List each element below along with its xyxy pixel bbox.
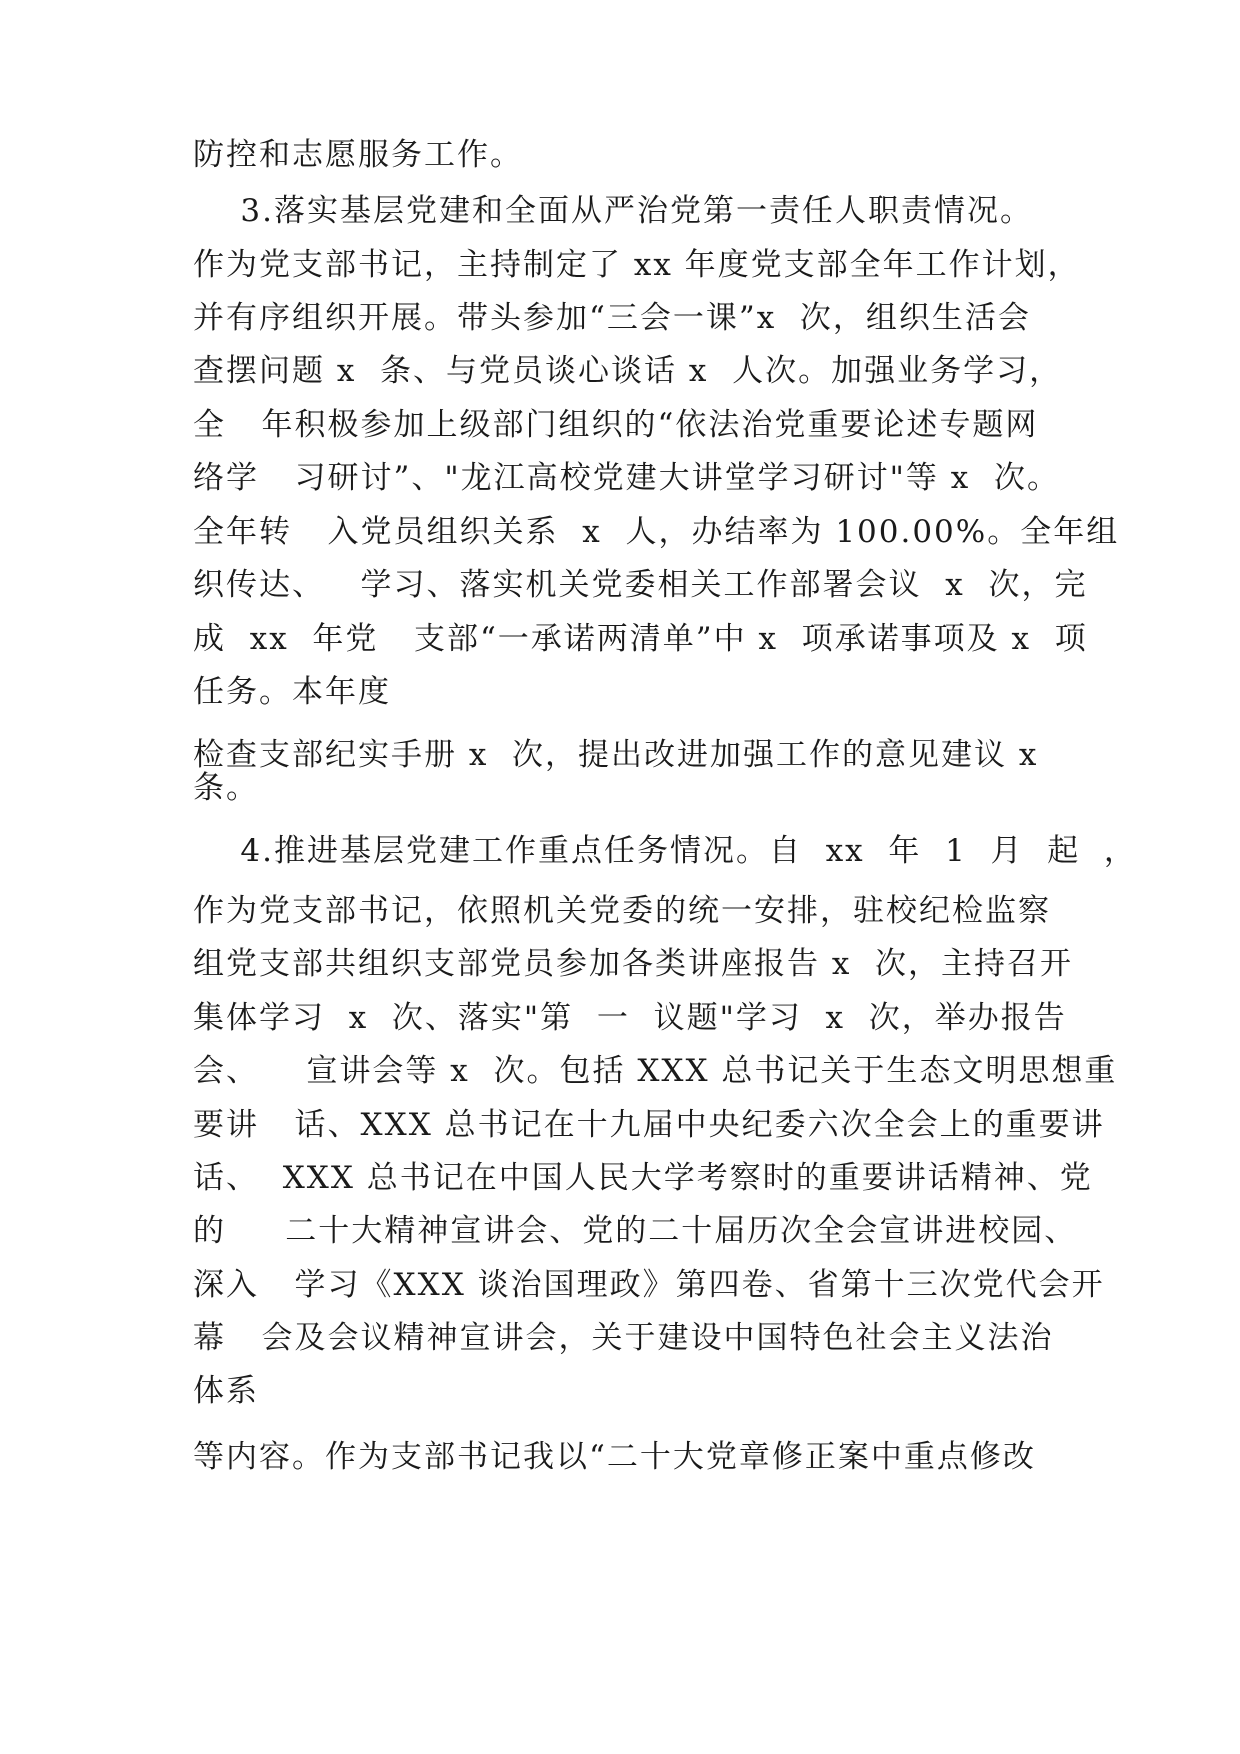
text-line: 条。 xyxy=(193,770,259,806)
text-line: 话、 XXX 总书记在中国人民大学考察时的重要讲话精神、党 xyxy=(193,1160,1093,1196)
text-line: 幕 会及会议精神宣讲会，关于建设中国特色社会主义法治 xyxy=(193,1320,1054,1356)
text-line: 作为党支部书记，依照机关党委的统一安排，驻校纪检监察 xyxy=(193,893,1051,929)
text-line: 组党支部共组织支部党员参加各类讲座报告 x 次，主持召开 xyxy=(193,946,1074,982)
text-line: 并有序组织开展。带头参加“三会一课”x 次，组织生活会 xyxy=(193,300,1031,336)
text-line: 全 年积极参加上级部门组织的“依法治党重要论述专题网 xyxy=(193,407,1039,443)
text-line: 等内容。作为支部书记我以“二十大党章修正案中重点修改 xyxy=(193,1439,1036,1475)
text-line: 集体学习 x 次、落实"第 一 议题"学习 x 次，举办报告 xyxy=(193,1000,1067,1036)
text-line: 要讲 话、XXX 总书记在十九届中央纪委六次全会上的重要讲 xyxy=(193,1107,1105,1143)
text-line: 体系 xyxy=(193,1373,259,1409)
text-line: 成 xx 年党 支部“一承诺两清单”中 x 项承诺事项及 x 项 xyxy=(193,621,1088,657)
text-line: 会、 宣讲会等 x 次。包括 XXX 总书记关于生态文明思想重 xyxy=(193,1053,1118,1089)
text-line: 深入 学习《XXX 谈治国理政》第四卷、省第十三次党代会开 xyxy=(193,1267,1105,1303)
text-line: 3.落实基层党建和全面从严治党第一责任人职责情况。 xyxy=(193,193,1033,229)
text-line: 织传达、 学习、落实机关党委相关工作部署会议 x 次，完 xyxy=(193,567,1088,603)
text-line: 防控和志愿服务工作。 xyxy=(193,137,523,173)
text-line: 的 二十大精神宣讲会、党的二十届历次全会宣讲进校园、 xyxy=(193,1213,1078,1249)
text-line: 作为党支部书记，主持制定了 xx 年度党支部全年工作计划， xyxy=(193,247,1081,283)
text-line: 查摆问题 x 条、与党员谈心谈话 x 人次。加强业务学习， xyxy=(193,353,1063,389)
text-line: 络学 习研讨”、"龙江高校党建大讲堂学习研讨"等 x 次。 xyxy=(193,460,1060,496)
text-line: 全年转 入党员组织关系 x 人，办结率为 100.00%。全年组 xyxy=(193,514,1120,550)
text-line: 任务。本年度 xyxy=(193,674,391,710)
text-line: 检查支部纪实手册 x 次，提出改进加强工作的意见建议 x xyxy=(193,737,1039,773)
text-line: 4.推进基层党建工作重点任务情况。自 xx 年 1 月 起 ， xyxy=(193,833,1137,869)
